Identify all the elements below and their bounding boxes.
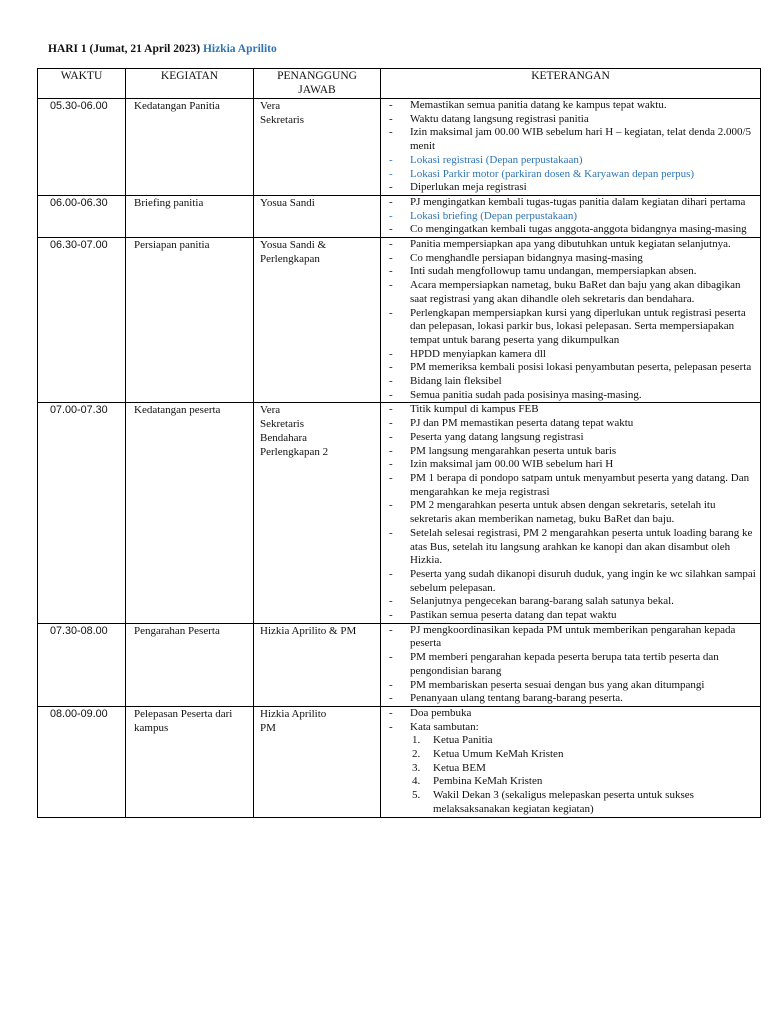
column-header-kegiatan: KEGIATAN [126, 69, 254, 99]
keterangan-item: - PJ mengkoordinasikan kepada PM untuk memberikan pengarahan kepada peserta [381, 624, 756, 651]
keterangan-item: - PM memeriksa kembali posisi lokasi penyambutan peserta, pelepasan peserta [381, 361, 756, 375]
cell-waktu: 07.30-08.00 [38, 623, 126, 706]
sambutan-number: 4. [412, 775, 421, 788]
cell-waktu: 08.00-09.00 [38, 706, 126, 817]
table-row [38, 195, 761, 237]
column-header-waktu: WAKTU [38, 69, 126, 99]
table-header-row [38, 69, 761, 99]
sambutan-item [381, 748, 756, 762]
sambutan-list [381, 734, 756, 816]
keterangan-item: - PM membariskan peserta sesuai dengan bus yang akan ditumpangi [381, 679, 756, 693]
keterangan-item: - PJ dan PM memastikan peserta datang tepat waktu [381, 417, 756, 431]
cell-kegiatan: Pelepasan Peserta dari kampus [126, 706, 254, 817]
cell-kegiatan: Briefing panitia [126, 195, 254, 237]
keterangan-item: - Selanjutnya pengecekan barang-barang salah satunya bekal. [381, 595, 756, 609]
keterangan-item: - Acara mempersiapkan nametag, buku BaRet dan baju yang akan dibagikan saat registrasi yang akan dihandle oleh sekretaris dan bendahara. [381, 279, 756, 306]
keterangan-item: - PM langsung mengarahkan peserta untuk baris [381, 445, 756, 459]
cell-waktu: 06.00-06.30 [38, 195, 126, 237]
cell-keterangan [381, 706, 761, 817]
cell-kegiatan: Kedatangan peserta [126, 403, 254, 623]
column-header-penanggung-jawab: PENANGGUNG JAWAB [254, 69, 381, 99]
sambutan-number: 5. [412, 789, 421, 802]
keterangan-item: - Bidang lain fleksibel [381, 375, 756, 389]
keterangan-item: - Lokasi Parkir motor (parkiran dosen & Karyawan depan perpus) [381, 168, 756, 182]
pj-name: Vera [260, 100, 281, 112]
pj-name: Hizkia Aprilito [260, 707, 327, 720]
table-row [38, 403, 761, 623]
keterangan-item: - Lokasi registrasi (Depan perpustakaan) [381, 154, 756, 168]
page-heading [48, 43, 277, 55]
keterangan-item: - Waktu datang langsung registrasi panitia [381, 113, 756, 127]
cell-keterangan [381, 623, 761, 706]
keterangan-list [381, 196, 756, 237]
sambutan-number: 1. [412, 734, 421, 747]
keterangan-item: - HPDD menyiapkan kamera dll [381, 348, 756, 362]
keterangan-list [381, 624, 756, 706]
sambutan-number: 2. [412, 748, 421, 761]
sambutan-item [381, 734, 756, 748]
column-header-keterangan: KETERANGAN [381, 69, 761, 99]
table-row [38, 623, 761, 706]
keterangan-list [381, 707, 756, 734]
keterangan-list [381, 403, 756, 622]
cell-penanggung-jawab [254, 238, 381, 403]
keterangan-item: - Titik kumpul di kampus FEB [381, 403, 756, 417]
cell-waktu: 05.30-06.00 [38, 99, 126, 196]
keterangan-item: - Diperlukan meja registrasi [381, 181, 756, 195]
sambutan-text: Ketua BEM [433, 761, 486, 774]
keterangan-item: - Memastikan semua panitia datang ke kampus tepat waktu. [381, 99, 756, 113]
pj-name: Yosua Sandi & [260, 239, 327, 252]
cell-penanggung-jawab [254, 403, 381, 623]
keterangan-item: - Semua panitia sudah pada posisinya masing-masing. [381, 389, 756, 403]
cell-kegiatan: Pengarahan Peserta [126, 623, 254, 706]
cell-waktu: 06.30-07.00 [38, 238, 126, 403]
cell-penanggung-jawab [254, 623, 381, 706]
cell-keterangan [381, 238, 761, 403]
keterangan-item: - Peserta yang sudah dikanopi disuruh duduk, yang ingin ke wc silahkan sampai sebelum pelepasan. [381, 568, 756, 595]
keterangan-item: - Lokasi briefing (Depan perpustakaan) [381, 210, 756, 224]
keterangan-item: - Setelah selesai registrasi, PM 2 mengarahkan peserta untuk loading barang ke atas Bus, setelah itu langsung arahkan ke kanopi dan akan disambut oleh Hizkia. [381, 527, 756, 568]
cell-kegiatan: Kedatangan Panitia [126, 99, 254, 196]
keterangan-item: - PM 1 berapa di pondopo satpam untuk menyambut peserta yang datang. Dan mengarahkan ke meja registrasi [381, 472, 756, 499]
pj-name: Sekretaris [260, 418, 304, 431]
keterangan-item: - Perlengkapan mempersiapkan kursi yang diperlukan untuk registrasi peserta dan pelepasan, lokasi parkir bus, lokasi pelepasan. Serta mempersiapakan tempat untuk barang peserta yang dikumpulkan [381, 307, 756, 348]
cell-penanggung-jawab [254, 99, 381, 196]
cell-keterangan [381, 403, 761, 623]
pj-name: Yosua Sandi [260, 196, 315, 209]
table-row [38, 706, 761, 817]
heading-person: Hizkia Aprilito [202, 43, 277, 55]
pj-name: Vera [260, 404, 281, 417]
pj-name: Bendahara [260, 431, 308, 444]
keterangan-item: - PM memberi pengarahan kepada peserta berupa tata tertib peserta dan pengondisian barang [381, 651, 756, 678]
keterangan-item: - Peserta yang datang langsung registrasi [381, 431, 756, 445]
cell-keterangan [381, 195, 761, 237]
sambutan-item [381, 775, 756, 789]
keterangan-item: - Izin maksimal jam 00.00 WIB sebelum hari H – kegiatan, telat denda 2.000/5 menit [381, 126, 756, 153]
table-row [38, 99, 761, 196]
sambutan-item [381, 789, 756, 816]
keterangan-item: - Pastikan semua peserta datang dan tepat waktu [381, 609, 756, 623]
keterangan-item: - Co mengingatkan kembali tugas anggota-anggota bidangnya masing-masing [381, 223, 756, 237]
pj-name: Perlengkapan [260, 252, 320, 265]
table-row [38, 238, 761, 403]
keterangan-item: - Penanyaan ulang tentang barang-barang peserta. [381, 692, 756, 706]
sambutan-text: Ketua Panitia [433, 734, 493, 747]
sambutan-text: Ketua Umum KeMah Kristen [433, 748, 564, 761]
cell-kegiatan: Persiapan panitia [126, 238, 254, 403]
keterangan-item: - PJ mengingatkan kembali tugas-tugas panitia dalam kegiatan dihari pertama [381, 196, 756, 210]
keterangan-list [381, 99, 756, 195]
cell-waktu: 07.00-07.30 [38, 403, 126, 623]
keterangan-item: - Izin maksimal jam 00.00 WIB sebelum hari H [381, 458, 756, 472]
pj-name: PM [260, 721, 276, 734]
schedule-table [37, 68, 761, 818]
cell-penanggung-jawab [254, 195, 381, 237]
keterangan-list [381, 238, 756, 402]
cell-keterangan [381, 99, 761, 196]
cell-penanggung-jawab [254, 706, 381, 817]
pj-name: Sekretaris [260, 113, 304, 126]
sambutan-number: 3. [412, 761, 421, 774]
keterangan-item: - Inti sudah mengfollowup tamu undangan, mempersiapkan absen. [381, 265, 756, 279]
pj-name: Hizkia Aprilito & PM [260, 624, 357, 637]
sambutan-item [381, 762, 756, 776]
pj-name: Perlengkapan 2 [260, 445, 329, 458]
keterangan-item: - PM 2 mengarahkan peserta untuk absen dengan sekretaris, setelah itu sekretaris akan memberikan nametag, buku BaRet dan baju. [381, 499, 756, 526]
keterangan-item: - Kata sambutan: [381, 721, 756, 735]
sambutan-text: Wakil Dekan 3 (sekaligus melepaskan peserta untuk sukses melaksaksanakan kegiatan kegiatan) [433, 789, 694, 815]
sambutan-text: Pembina KeMah Kristen [433, 775, 543, 788]
keterangan-item: - Panitia mempersiapkan apa yang dibutuhkan untuk kegiatan selanjutnya. [381, 238, 756, 252]
keterangan-item: - Co menghandle persiapan bidangnya masing-masing [381, 252, 756, 266]
heading-day: HARI 1 (Jumat, 21 April 2023) [48, 43, 201, 55]
keterangan-item: - Doa pembuka [381, 707, 756, 721]
